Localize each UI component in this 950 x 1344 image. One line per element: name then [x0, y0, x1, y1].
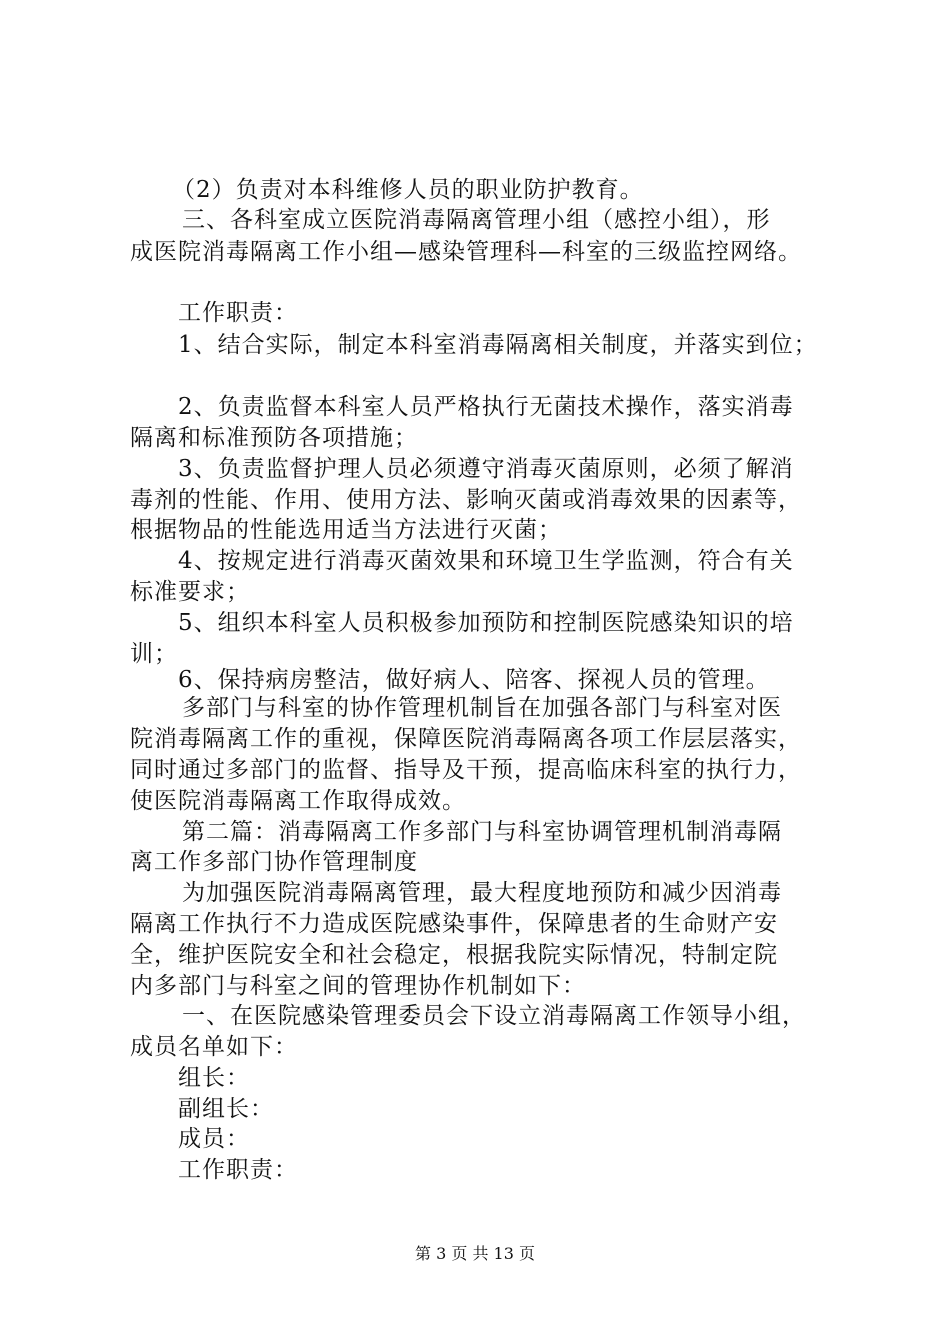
paragraph-line: 根据物品的性能选用适当方法进行灭菌；	[130, 517, 562, 543]
page-number-label: 第 3 页 共 13 页	[415, 1244, 535, 1263]
paragraph-line: 工作职责：	[178, 1157, 298, 1183]
paragraph-line: 为加强医院消毒隔离管理，最大程度地预防和减少因消毒	[182, 880, 782, 906]
page-footer	[0, 1243, 950, 1265]
paragraph-line: 第二篇：消毒隔离工作多部门与科室协调管理机制消毒隔	[182, 819, 782, 845]
paragraph-line: 隔离工作执行不力造成医院感染事件，保障患者的生命财产安	[130, 911, 778, 937]
paragraph-line: 5、组织本科室人员积极参加预防和控制医院感染知识的培	[178, 610, 794, 636]
paragraph-line: 成员名单如下：	[130, 1034, 298, 1060]
paragraph-line: 同时通过多部门的监督、指导及干预，提高临床科室的执行力，	[130, 757, 802, 783]
paragraph-line: 训；	[130, 641, 178, 667]
paragraph-line: 工作职责：	[178, 300, 298, 326]
paragraph-line: 副组长：	[178, 1096, 274, 1122]
paragraph-line: 使医院消毒隔离工作取得成效。	[130, 788, 466, 814]
paragraph-line: 3、负责监督护理人员必须遵守消毒灭菌原则，必须了解消	[178, 456, 794, 482]
paragraph-line: 6、保持病房整洁，做好病人、陪客、探视人员的管理。	[178, 667, 770, 693]
paragraph-line: 全，维护医院安全和社会稳定，根据我院实际情况，特制定院	[130, 942, 778, 968]
paragraph-line: 4、按规定进行消毒灭菌效果和环境卫生学监测，符合有关	[178, 548, 794, 574]
paragraph-line: 1、结合实际，制定本科室消毒隔离相关制度，并落实到位；	[178, 332, 818, 358]
paragraph-line: 内多部门与科室之间的管理协作机制如下：	[130, 973, 586, 999]
paragraph-line: 多部门与科室的协作管理机制旨在加强各部门与科室对医	[182, 695, 782, 721]
paragraph-line: 成医院消毒隔离工作小组—感染管理科—科室的三级监控网络。	[130, 239, 802, 265]
paragraph-line: 标准要求；	[130, 579, 250, 605]
paragraph-line: （2）负责对本科维修人员的职业防护教育。	[172, 177, 644, 203]
paragraph-line: 组长：	[178, 1065, 250, 1091]
paragraph-line: 成员：	[178, 1126, 250, 1152]
paragraph-line: 离工作多部门协作管理制度	[130, 849, 418, 875]
paragraph-line: 2、负责监督本科室人员严格执行无菌技术操作，落实消毒	[178, 394, 794, 420]
paragraph-line: 毒剂的性能、作用、使用方法、影响灭菌或消毒效果的因素等，	[130, 487, 802, 513]
paragraph-line: 隔离和标准预防各项措施；	[130, 425, 418, 451]
paragraph-line: 院消毒隔离工作的重视，保障医院消毒隔离各项工作层层落实，	[130, 726, 802, 752]
paragraph-line: 一、在医院感染管理委员会下设立消毒隔离工作领导小组，	[182, 1003, 806, 1029]
paragraph-line: 三、各科室成立医院消毒隔离管理小组（感控小组），形	[182, 207, 771, 233]
